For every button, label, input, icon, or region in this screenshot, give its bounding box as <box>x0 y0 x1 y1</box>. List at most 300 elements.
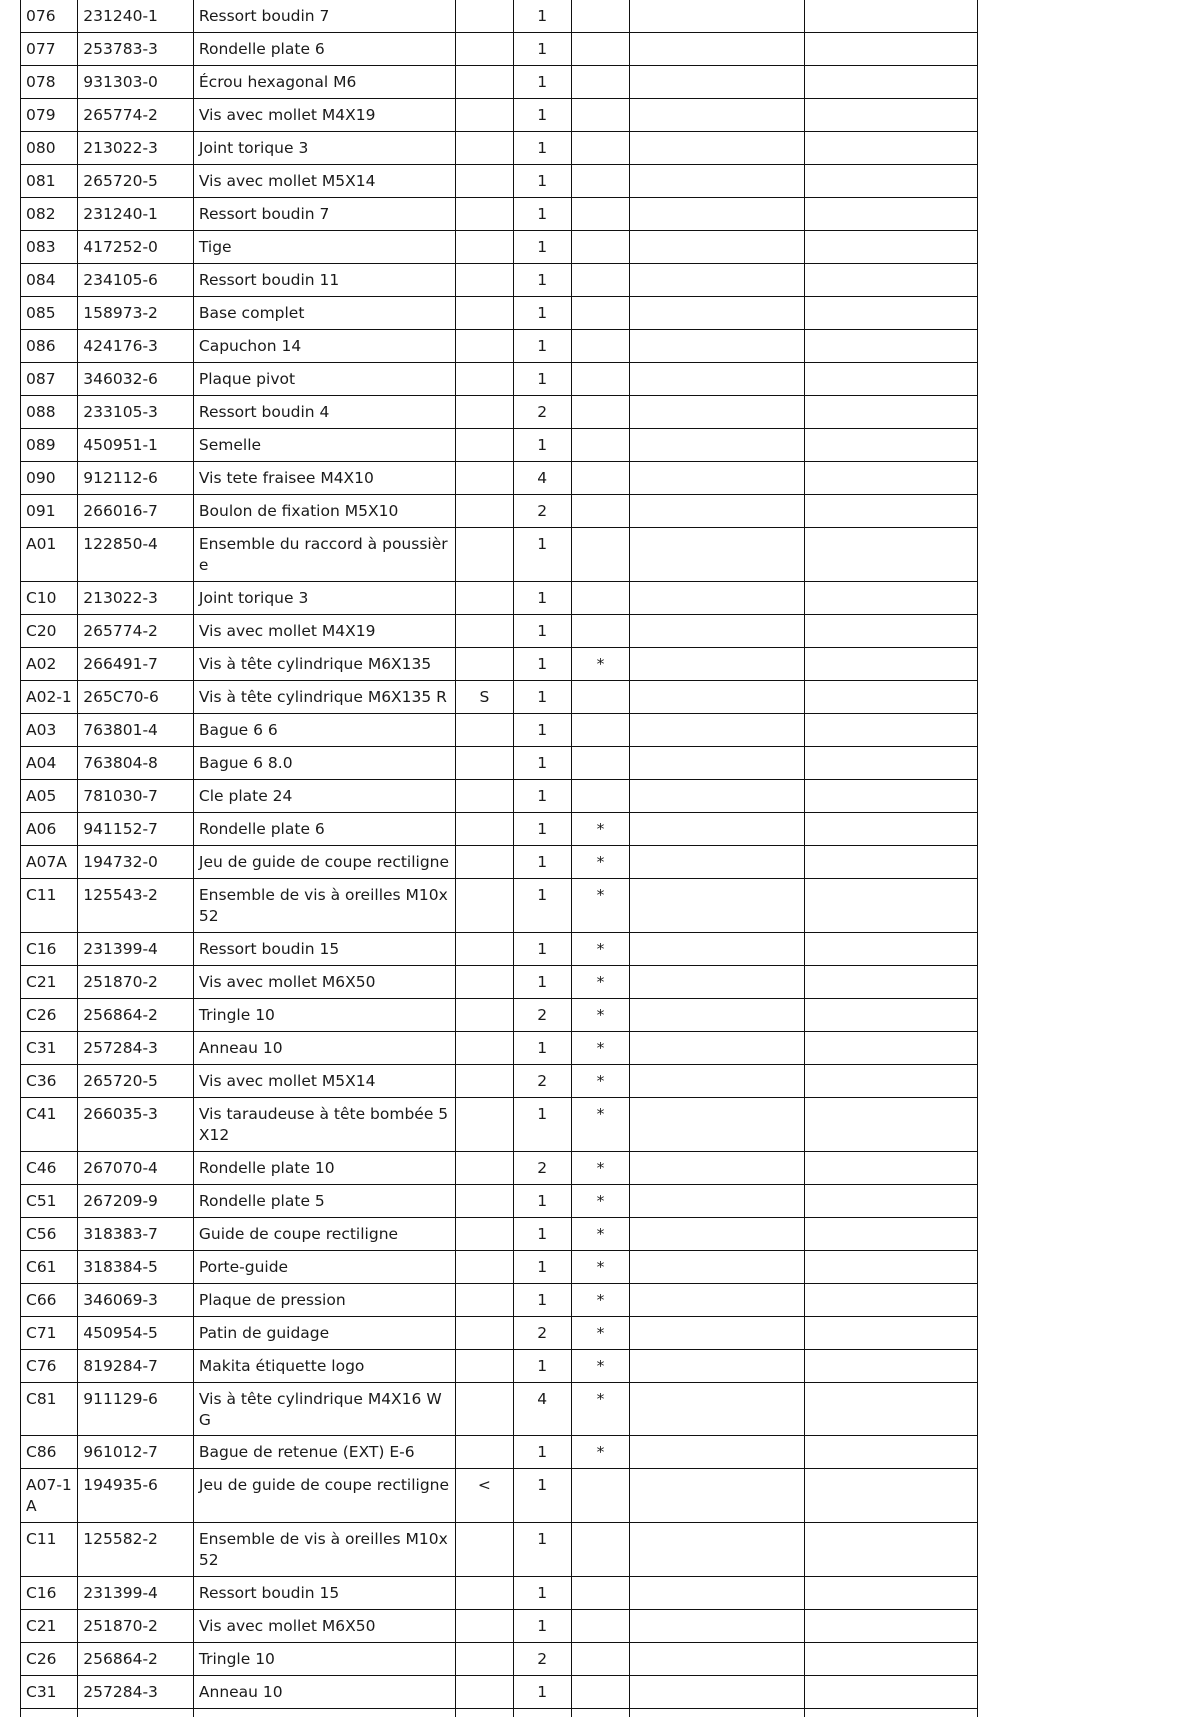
part-number-cell: 125582-2 <box>78 1523 194 1577</box>
change-indicator-cell <box>456 966 513 999</box>
part-number-cell: 122850-4 <box>78 528 194 582</box>
part-description-cell: Jeu de guide de coupe rectiligne <box>193 846 455 879</box>
change-indicator-cell <box>456 648 513 681</box>
part-number-cell: 424176-3 <box>78 330 194 363</box>
quantity-cell: 1 <box>513 780 571 813</box>
table-row <box>21 99 978 132</box>
quantity-cell: 1 <box>513 1577 571 1610</box>
part-number-cell: 251870-2 <box>78 966 194 999</box>
option-mark-cell: * <box>571 1383 629 1436</box>
extra-column-2-cell <box>805 1317 978 1350</box>
item-number-cell: 082 <box>21 198 78 231</box>
item-number-cell: C16 <box>21 933 78 966</box>
extra-column-2-cell <box>805 495 978 528</box>
part-number-cell: 257284-3 <box>78 1676 194 1709</box>
quantity-cell: 1 <box>513 1350 571 1383</box>
extra-column-2-cell <box>805 198 978 231</box>
table-row <box>21 528 978 582</box>
part-number-cell: 231399-4 <box>78 1577 194 1610</box>
option-mark-cell <box>571 396 629 429</box>
change-indicator-cell <box>456 495 513 528</box>
change-indicator-cell <box>456 165 513 198</box>
item-number-cell: C26 <box>21 1643 78 1676</box>
extra-column-1-cell <box>630 264 805 297</box>
part-description-cell: Joint torique 3 <box>193 132 455 165</box>
table-row <box>21 1032 978 1065</box>
item-number-cell: C11 <box>21 879 78 933</box>
option-mark-cell <box>571 1523 629 1577</box>
extra-column-1-cell <box>630 933 805 966</box>
part-description-cell: Vis avec mollet M5X14 <box>193 165 455 198</box>
quantity-cell: 4 <box>513 462 571 495</box>
part-description-cell: Vis avec mollet M4X19 <box>193 615 455 648</box>
extra-column-1-cell <box>630 1098 805 1152</box>
extra-column-2-cell <box>805 1032 978 1065</box>
item-number-cell: 080 <box>21 132 78 165</box>
part-number-cell: 213022-3 <box>78 582 194 615</box>
part-number-cell: 233105-3 <box>78 396 194 429</box>
change-indicator-cell <box>456 1523 513 1577</box>
part-number-cell: 253783-3 <box>78 33 194 66</box>
extra-column-1-cell <box>630 363 805 396</box>
table-row <box>21 1065 978 1098</box>
item-number-cell: C56 <box>21 1218 78 1251</box>
option-mark-cell <box>571 132 629 165</box>
change-indicator-cell <box>456 1383 513 1436</box>
part-description-cell: Base complet <box>193 297 455 330</box>
part-description-cell: Ensemble de vis à oreilles M10x52 <box>193 1523 455 1577</box>
change-indicator-cell <box>456 99 513 132</box>
table-row <box>21 1676 978 1709</box>
table-row <box>21 1610 978 1643</box>
part-description-cell: Semelle <box>193 429 455 462</box>
empty-cell <box>571 1709 629 1717</box>
quantity-cell: 2 <box>513 1152 571 1185</box>
part-number-cell: 231399-4 <box>78 933 194 966</box>
item-number-cell: A01 <box>21 528 78 582</box>
extra-column-1-cell <box>630 1218 805 1251</box>
extra-column-2-cell <box>805 1065 978 1098</box>
extra-column-1-cell <box>630 429 805 462</box>
item-number-cell: 084 <box>21 264 78 297</box>
table-row <box>21 1098 978 1152</box>
item-number-cell: 076 <box>21 0 78 33</box>
extra-column-2-cell <box>805 714 978 747</box>
item-number-cell: C71 <box>21 1317 78 1350</box>
table-row <box>21 1284 978 1317</box>
quantity-cell: 1 <box>513 66 571 99</box>
part-description-cell: Vis taraudeuse à tête bombée 5X12 <box>193 1098 455 1152</box>
item-number-cell: C51 <box>21 1185 78 1218</box>
table-row <box>21 1436 978 1469</box>
table-row <box>21 747 978 780</box>
change-indicator-cell <box>456 198 513 231</box>
extra-column-2-cell <box>805 780 978 813</box>
part-number-cell: 265774-2 <box>78 99 194 132</box>
extra-column-1-cell <box>630 999 805 1032</box>
extra-column-1-cell <box>630 1383 805 1436</box>
option-mark-cell: * <box>571 999 629 1032</box>
part-description-cell: Ressort boudin 7 <box>193 198 455 231</box>
table-row <box>21 1643 978 1676</box>
table-row <box>21 363 978 396</box>
option-mark-cell <box>571 462 629 495</box>
option-mark-cell <box>571 363 629 396</box>
table-row <box>21 1469 978 1523</box>
extra-column-1-cell <box>630 1032 805 1065</box>
option-mark-cell <box>571 429 629 462</box>
empty-cell <box>21 1709 78 1717</box>
option-mark-cell <box>571 198 629 231</box>
part-description-cell: Vis tete fraisee M4X10 <box>193 462 455 495</box>
table-row <box>21 1523 978 1577</box>
item-number-cell: C20 <box>21 615 78 648</box>
table-row <box>21 462 978 495</box>
option-mark-cell <box>571 495 629 528</box>
extra-column-1-cell <box>630 330 805 363</box>
extra-column-1-cell <box>630 1643 805 1676</box>
extra-column-2-cell <box>805 1436 978 1469</box>
extra-column-2-cell <box>805 1643 978 1676</box>
change-indicator-cell <box>456 780 513 813</box>
item-number-cell: 081 <box>21 165 78 198</box>
option-mark-cell: * <box>571 1185 629 1218</box>
item-number-cell: A05 <box>21 780 78 813</box>
part-description-cell: Bague 6 6 <box>193 714 455 747</box>
quantity-cell: 1 <box>513 1251 571 1284</box>
extra-column-2-cell <box>805 528 978 582</box>
quantity-cell: 1 <box>513 0 571 33</box>
table-row <box>21 396 978 429</box>
quantity-cell: 1 <box>513 966 571 999</box>
extra-column-2-cell <box>805 999 978 1032</box>
quantity-cell: 1 <box>513 132 571 165</box>
empty-cell <box>805 1709 978 1717</box>
extra-column-1-cell <box>630 1676 805 1709</box>
change-indicator-cell <box>456 132 513 165</box>
extra-column-2-cell <box>805 429 978 462</box>
quantity-cell: 2 <box>513 999 571 1032</box>
option-mark-cell <box>571 1469 629 1523</box>
extra-column-1-cell <box>630 1065 805 1098</box>
part-number-cell: 912112-6 <box>78 462 194 495</box>
part-number-cell: 267209-9 <box>78 1185 194 1218</box>
item-number-cell: C10 <box>21 582 78 615</box>
table-row <box>21 1577 978 1610</box>
item-number-cell: 090 <box>21 462 78 495</box>
table-row <box>21 582 978 615</box>
extra-column-1-cell <box>630 714 805 747</box>
extra-column-1-cell <box>630 681 805 714</box>
change-indicator-cell <box>456 1098 513 1152</box>
quantity-cell: 1 <box>513 1218 571 1251</box>
change-indicator-cell <box>456 1284 513 1317</box>
item-number-cell: 087 <box>21 363 78 396</box>
quantity-cell: 2 <box>513 1317 571 1350</box>
extra-column-1-cell <box>630 231 805 264</box>
item-number-cell: A02 <box>21 648 78 681</box>
table-row <box>21 999 978 1032</box>
extra-column-2-cell <box>805 933 978 966</box>
quantity-cell: 2 <box>513 495 571 528</box>
quantity-cell: 1 <box>513 429 571 462</box>
change-indicator-cell <box>456 1251 513 1284</box>
part-description-cell: Rondelle plate 5 <box>193 1185 455 1218</box>
part-number-cell: 256864-2 <box>78 999 194 1032</box>
quantity-cell: 1 <box>513 363 571 396</box>
part-number-cell: 318384-5 <box>78 1251 194 1284</box>
empty-cell <box>456 1709 513 1717</box>
quantity-cell: 1 <box>513 1523 571 1577</box>
part-number-cell: 158973-2 <box>78 297 194 330</box>
option-mark-cell <box>571 528 629 582</box>
change-indicator-cell <box>456 933 513 966</box>
table-row <box>21 165 978 198</box>
extra-column-1-cell <box>630 1469 805 1523</box>
part-description-cell: Bague 6 8.0 <box>193 747 455 780</box>
extra-column-1-cell <box>630 1317 805 1350</box>
part-description-cell: Vis à tête cylindrique M6X135 <box>193 648 455 681</box>
extra-column-1-cell <box>630 747 805 780</box>
part-number-cell: 931303-0 <box>78 66 194 99</box>
change-indicator-cell <box>456 615 513 648</box>
option-mark-cell: * <box>571 933 629 966</box>
parts-list-table <box>20 0 978 1717</box>
part-description-cell: Ensemble du raccord à poussière <box>193 528 455 582</box>
part-number-cell: 346069-3 <box>78 1284 194 1317</box>
extra-column-2-cell <box>805 231 978 264</box>
part-number-cell: 251870-2 <box>78 1610 194 1643</box>
part-description-cell: Guide de coupe rectiligne <box>193 1218 455 1251</box>
part-number-cell: 450954-5 <box>78 1317 194 1350</box>
part-number-cell: 213022-3 <box>78 132 194 165</box>
part-description-cell: Tige <box>193 231 455 264</box>
extra-column-2-cell <box>805 846 978 879</box>
part-number-cell: 257284-3 <box>78 1032 194 1065</box>
quantity-cell: 1 <box>513 1032 571 1065</box>
extra-column-1-cell <box>630 0 805 33</box>
table-row <box>21 264 978 297</box>
extra-column-2-cell <box>805 0 978 33</box>
part-number-cell: 265C70-6 <box>78 681 194 714</box>
change-indicator-cell <box>456 1436 513 1469</box>
part-number-cell: 763804-8 <box>78 747 194 780</box>
part-description-cell: Ressort boudin 7 <box>193 0 455 33</box>
change-indicator-cell <box>456 0 513 33</box>
part-number-cell: 266016-7 <box>78 495 194 528</box>
extra-column-2-cell <box>805 1185 978 1218</box>
change-indicator-cell <box>456 747 513 780</box>
extra-column-2-cell <box>805 165 978 198</box>
option-mark-cell <box>571 66 629 99</box>
item-number-cell: C31 <box>21 1032 78 1065</box>
extra-column-2-cell <box>805 462 978 495</box>
change-indicator-cell <box>456 1577 513 1610</box>
change-indicator-cell <box>456 1610 513 1643</box>
part-number-cell: 234105-6 <box>78 264 194 297</box>
change-indicator-cell: S <box>456 681 513 714</box>
option-mark-cell <box>571 681 629 714</box>
quantity-cell: 1 <box>513 198 571 231</box>
quantity-cell: 1 <box>513 681 571 714</box>
option-mark-cell <box>571 1643 629 1676</box>
table-row <box>21 1350 978 1383</box>
change-indicator-cell <box>456 1065 513 1098</box>
quantity-cell: 2 <box>513 1643 571 1676</box>
change-indicator-cell <box>456 264 513 297</box>
quantity-cell: 1 <box>513 582 571 615</box>
quantity-cell: 1 <box>513 714 571 747</box>
quantity-cell: 1 <box>513 1610 571 1643</box>
part-description-cell: Tringle 10 <box>193 1643 455 1676</box>
option-mark-cell <box>571 231 629 264</box>
table-row <box>21 231 978 264</box>
part-description-cell: Jeu de guide de coupe rectiligne <box>193 1469 455 1523</box>
item-number-cell: A03 <box>21 714 78 747</box>
extra-column-2-cell <box>805 1218 978 1251</box>
option-mark-cell <box>571 747 629 780</box>
table-row <box>21 1383 978 1436</box>
item-number-cell: C31 <box>21 1676 78 1709</box>
change-indicator-cell <box>456 1218 513 1251</box>
change-indicator-cell <box>456 999 513 1032</box>
option-mark-cell: * <box>571 966 629 999</box>
quantity-cell: 1 <box>513 1436 571 1469</box>
item-number-cell: C81 <box>21 1383 78 1436</box>
item-number-cell: C36 <box>21 1065 78 1098</box>
extra-column-1-cell <box>630 33 805 66</box>
item-number-cell: A07A <box>21 846 78 879</box>
option-mark-cell: * <box>571 1317 629 1350</box>
part-number-cell: 266491-7 <box>78 648 194 681</box>
quantity-cell: 4 <box>513 1383 571 1436</box>
option-mark-cell <box>571 99 629 132</box>
change-indicator-cell <box>456 363 513 396</box>
quantity-cell: 1 <box>513 1185 571 1218</box>
extra-column-1-cell <box>630 462 805 495</box>
part-description-cell: Ressort boudin 15 <box>193 1577 455 1610</box>
part-description-cell: Patin de guidage <box>193 1317 455 1350</box>
extra-column-1-cell <box>630 1152 805 1185</box>
quantity-cell: 1 <box>513 813 571 846</box>
part-description-cell: Vis avec mollet M4X19 <box>193 99 455 132</box>
extra-column-1-cell <box>630 198 805 231</box>
part-description-cell: Ensemble de vis à oreilles M10x52 <box>193 879 455 933</box>
option-mark-cell <box>571 780 629 813</box>
extra-column-2-cell <box>805 582 978 615</box>
extra-column-2-cell <box>805 363 978 396</box>
empty-cell <box>78 1709 194 1717</box>
item-number-cell: 077 <box>21 33 78 66</box>
extra-column-1-cell <box>630 846 805 879</box>
empty-cell <box>630 1709 805 1717</box>
extra-column-2-cell <box>805 264 978 297</box>
quantity-cell: 2 <box>513 1065 571 1098</box>
part-description-cell: Ressort boudin 11 <box>193 264 455 297</box>
option-mark-cell <box>571 297 629 330</box>
change-indicator-cell <box>456 462 513 495</box>
change-indicator-cell <box>456 1032 513 1065</box>
extra-column-1-cell <box>630 528 805 582</box>
extra-column-1-cell <box>630 1185 805 1218</box>
table-row <box>21 429 978 462</box>
option-mark-cell <box>571 582 629 615</box>
item-number-cell: C21 <box>21 1610 78 1643</box>
quantity-cell: 1 <box>513 99 571 132</box>
item-number-cell: 089 <box>21 429 78 462</box>
extra-column-1-cell <box>630 1284 805 1317</box>
part-number-cell: 265720-5 <box>78 1065 194 1098</box>
quantity-cell: 1 <box>513 879 571 933</box>
extra-column-1-cell <box>630 132 805 165</box>
part-number-cell: 417252-0 <box>78 231 194 264</box>
item-number-cell: C66 <box>21 1284 78 1317</box>
part-number-cell: 265720-5 <box>78 165 194 198</box>
option-mark-cell: * <box>571 813 629 846</box>
part-description-cell: Vis à tête cylindrique M4X16 WG <box>193 1383 455 1436</box>
table-row <box>21 648 978 681</box>
item-number-cell: A07-1A <box>21 1469 78 1523</box>
part-description-cell: Rondelle plate 6 <box>193 813 455 846</box>
option-mark-cell: * <box>571 648 629 681</box>
part-number-cell: 961012-7 <box>78 1436 194 1469</box>
part-number-cell: 911129-6 <box>78 1383 194 1436</box>
part-number-cell: 266035-3 <box>78 1098 194 1152</box>
table-row <box>21 1152 978 1185</box>
table-row <box>21 198 978 231</box>
item-number-cell: C86 <box>21 1436 78 1469</box>
change-indicator-cell <box>456 297 513 330</box>
change-indicator-cell <box>456 1317 513 1350</box>
part-description-cell: Vis avec mollet M6X50 <box>193 1610 455 1643</box>
option-mark-cell <box>571 615 629 648</box>
change-indicator-cell <box>456 231 513 264</box>
change-indicator-cell <box>456 1643 513 1676</box>
table-row <box>21 330 978 363</box>
part-description-cell: Tringle 10 <box>193 999 455 1032</box>
extra-column-1-cell <box>630 966 805 999</box>
table-row <box>21 681 978 714</box>
table-row <box>21 0 978 33</box>
option-mark-cell <box>571 1676 629 1709</box>
part-description-cell: Anneau 10 <box>193 1676 455 1709</box>
part-number-cell: 318383-7 <box>78 1218 194 1251</box>
option-mark-cell <box>571 165 629 198</box>
quantity-cell: 1 <box>513 1098 571 1152</box>
part-description-cell: Vis à tête cylindrique M6X135 R <box>193 681 455 714</box>
item-number-cell: C76 <box>21 1350 78 1383</box>
quantity-cell: 1 <box>513 1284 571 1317</box>
empty-cell <box>513 1709 571 1717</box>
quantity-cell: 1 <box>513 528 571 582</box>
extra-column-2-cell <box>805 1284 978 1317</box>
item-number-cell: C26 <box>21 999 78 1032</box>
table-row <box>21 846 978 879</box>
table-row <box>21 780 978 813</box>
extra-column-1-cell <box>630 1577 805 1610</box>
extra-column-1-cell <box>630 1610 805 1643</box>
item-number-cell: 091 <box>21 495 78 528</box>
extra-column-2-cell <box>805 297 978 330</box>
option-mark-cell: * <box>571 846 629 879</box>
table-row <box>21 933 978 966</box>
extra-column-1-cell <box>630 615 805 648</box>
extra-column-2-cell <box>805 33 978 66</box>
item-number-cell: C11 <box>21 1523 78 1577</box>
extra-column-2-cell <box>805 1610 978 1643</box>
part-description-cell: Rondelle plate 10 <box>193 1152 455 1185</box>
table-row <box>21 813 978 846</box>
